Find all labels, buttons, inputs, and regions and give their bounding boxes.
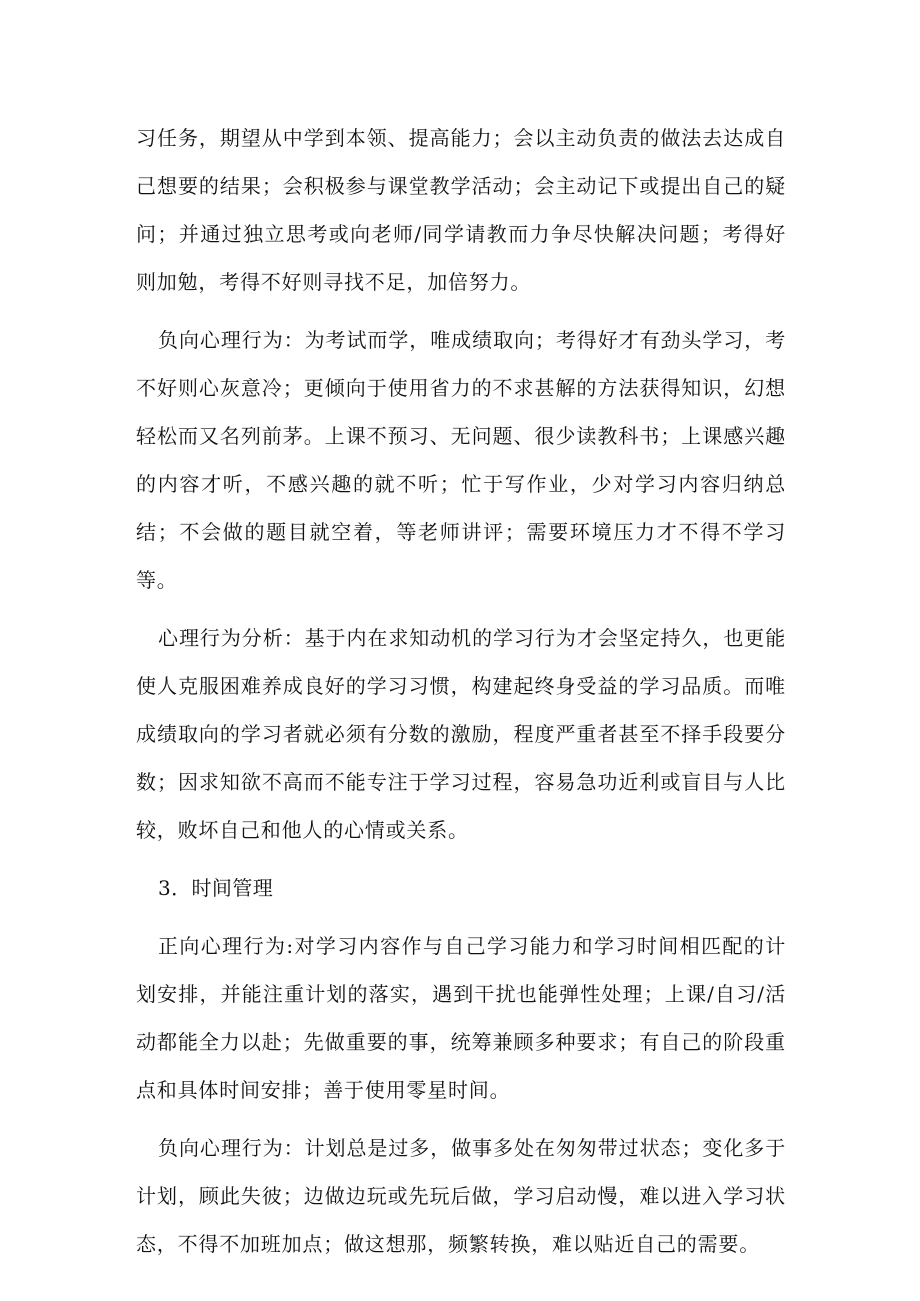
paragraph-negative-behavior-learning: 负向心理行为：为考试而学，唯成绩取向；考得好才有劲头学习，考不好则心灰意冷；更倾向于使用省力的不求甚解的方法获得知识，幻想轻松而又名列前茅。上课不预习、无问题、很少读教科书；上课感兴趣的内容才听，不感兴趣的就不听；忙于写作业，少对学习内容归纳总结；不会做的题目就空着，等老师讲评；需要环境压力才不得不学习等。 bbox=[136, 328, 786, 592]
paragraph-negative-behavior-time: 负向心理行为：计划总是过多，做事多处在匆匆带过状态；变化多于计划，顾此失彼；边做边玩或先玩后做，学习启动慢，难以进入学习状态，不得不加班加点；做这想那，频繁转换，难以贴近自己的需要。 bbox=[136, 1136, 786, 1256]
paragraph-behavior-analysis: 心理行为分析：基于内在求知动机的学习行为才会坚定持久，也更能使人克服困难养成良好的学习习惯，构建起终身受益的学习品质。而唯成绩取向的学习者就必须有分数的激励，程度严重者甚至不择手段要分数；因求知欲不高而不能专注于学习过程，容易急功近利或盲目与人比较，败坏自己和他人的心情或关系。 bbox=[136, 626, 786, 842]
paragraph-positive-behavior-time: 正向心理行为:对学习内容作与自己学习能力和学习时间相匹配的计划安排，并能注重计划的落实，遇到干扰也能弹性处理；上课/自习/活动都能全力以赴；先做重要的事，统筹兼顾多种要求；有自己的阶段重点和具体时间安排；善于使用零星时间。 bbox=[136, 934, 786, 1102]
document-page bbox=[136, 114, 786, 1278]
paragraph-learning-attitude-continued: 习任务，期望从中学到本领、提高能力；会以主动负责的做法去达成自己想要的结果；会积极参与课堂教学活动；会主动记下或提出自己的疑问；并通过独立思考或向老师/同学请教而力争尽快解决问题；考得好则加勉，考得不好则寻找不足，加倍努力。 bbox=[136, 126, 786, 294]
section-heading-time-management: 3．时间管理 bbox=[158, 876, 274, 900]
